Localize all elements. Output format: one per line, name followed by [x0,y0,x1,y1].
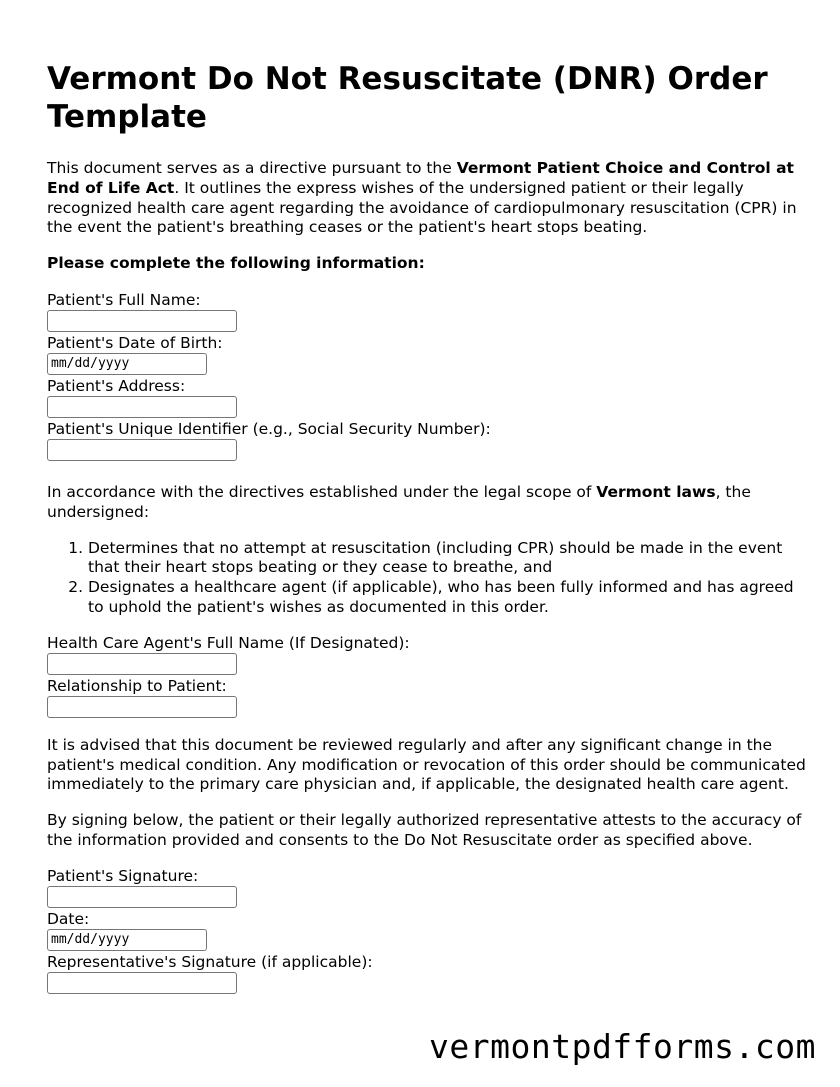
representative-signature-label: Representative's Signature (if applicable): [47,952,373,971]
patient-dob-input[interactable]: mm/dd/yyyy [47,353,207,375]
patient-signature-input[interactable] [47,886,237,908]
patient-full-name-label: Patient's Full Name: [47,290,201,309]
page-title: Vermont Do Not Resuscitate (DNR) Order Template [47,61,768,135]
list-item: 1. Determines that no attempt at resuscitation (including CPR) should be made in the event that their heart stops beating or they cease to breathe, and [88,539,807,579]
representative-signature-input[interactable] [47,972,237,994]
accordance-text-end: , the undersigned: [47,482,751,521]
signature-date-input[interactable]: mm/dd/yyyy [47,929,207,951]
intro-paragraph [47,159,807,238]
document-page [47,60,807,996]
patient-signature-label: Patient's Signature: [47,866,199,885]
vermont-laws: Vermont laws [596,482,716,501]
attestation-paragraph: By signing below, the patient or their legally authorized representative attests to the accuracy of the information provided and consents to the Do Not Resuscitate order as specified above. [47,811,802,849]
relationship-input[interactable] [47,696,237,718]
relationship-label: Relationship to Patient: [47,676,227,695]
accordance-text-start: In accordance with the directives established under the legal scope of [47,482,597,501]
review-note-paragraph: It is advised that this document be reviewed regularly and after any significant change in the patient's medical condition. Any modification or revocation of this order should be communicated immediately to the primary care physician and, if applicable, the designated health care agent. [47,735,806,794]
site-watermark: vermontpdfforms.com [429,1027,816,1066]
accordance-paragraph [47,483,807,523]
patient-dob-label: Patient's Date of Birth: [47,333,223,352]
list-item: 2. Designates a healthcare agent (if applicable), who has been fully informed and has agreed to uphold the patient's wishes as documented in this order. [88,578,807,618]
patient-address-input[interactable] [47,396,237,418]
date-label: Date: [47,909,90,928]
agent-name-label: Health Care Agent's Full Name (If Designated): [47,633,410,652]
directives-list [47,539,807,618]
patient-address-label: Patient's Address: [47,376,186,395]
intro-text-end: . It outlines the express wishes of the undersigned patient or their legally recognized health care agent regarding the avoidance of cardiopulmonary resuscitation (CPR) in the event the patient's breathing ceases or the patient's heart stops beating. [47,178,797,237]
patient-identifier-label: Patient's Unique Identifier (e.g., Social Security Number): [47,419,491,438]
intro-text-start: This document serves as a directive pursuant to the [47,159,457,177]
patient-full-name-input[interactable] [47,310,237,332]
patient-identifier-input[interactable] [47,439,237,461]
act-name: Vermont Patient Choice and Control at End of Life Act [47,159,794,197]
instruction-prompt: Please complete the following information: [47,254,425,273]
agent-name-input[interactable] [47,653,237,675]
